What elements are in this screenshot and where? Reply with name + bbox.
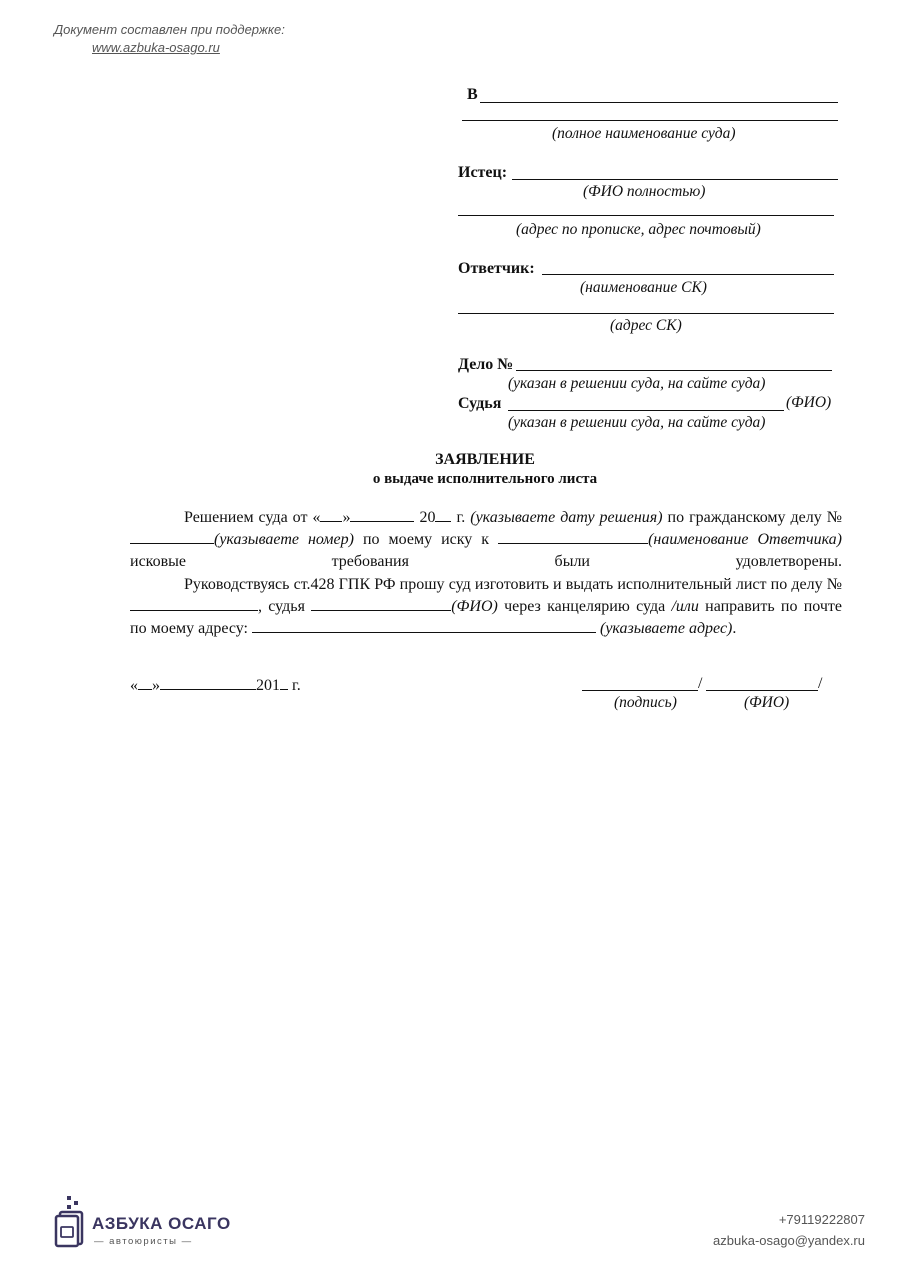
date-year: 201 [256,677,280,694]
address-caption: (адрес по прописке, адрес почтовый) [516,221,761,238]
defendant-name-blank [498,529,648,544]
date-quote-open: « [130,677,138,694]
month-blank [350,507,414,522]
brand-tagline: — автоюристы — [94,1236,193,1247]
p1-text-a: Решением суда от « [184,509,321,526]
case-caption: (указан в решении суда, на сайте суда) [508,375,766,392]
court-line-1 [480,102,838,103]
address-line [458,215,834,216]
p1-text-b: » [342,509,351,526]
date-day-blank [138,675,152,690]
book-icon [54,1196,90,1248]
signature-slash-2: / [818,675,823,692]
plaintiff-line [512,179,838,180]
defendant-line [542,274,834,275]
date-g: г. [288,677,301,694]
p2-case-blank [130,596,258,611]
p2-end: . [732,620,737,637]
p2-text-c: через канцелярию суда [497,598,672,615]
defendant-address-caption: (адрес СК) [610,317,682,334]
p2-or: /или [671,598,699,615]
fio-caption: (ФИО) [744,694,790,711]
brand-logo [54,1196,231,1252]
judge-caption: (указан в решении суда, на сайте суда) [508,414,766,431]
case-label: Дело № [458,356,514,373]
watermark-line1: Документ составлен при поддержке: [54,22,285,37]
hint-address: (указываете адрес) [599,620,733,637]
p2-text-d: направить по почте по моему адресу: [130,598,843,637]
p1-text-g: исковые требования были удовлетворены. [130,553,842,570]
day-blank [320,507,342,522]
hint-fio: (ФИО) [451,598,498,615]
defendant-address-line [458,313,834,314]
contact-email[interactable]: azbuka-osago@yandex.ru [713,1233,865,1248]
plaintiff-label: Истец: [458,164,508,181]
document-title: ЗАЯВЛЕНИЕ [435,451,535,468]
contact-phone[interactable]: +79119222807 [778,1212,865,1227]
court-caption: (полное наименование суда) [552,125,736,142]
case-number-blank [130,529,214,544]
to-court-label: В [467,86,478,103]
fio-sign-line [706,690,818,691]
date-quote-close: » [152,677,160,694]
defendant-caption: (наименование СК) [580,279,707,296]
brand-name: АЗБУКА ОСАГО [92,1214,231,1233]
judge-line [508,410,784,411]
court-line-2 [462,120,838,121]
p1-text-f: по моему иску к [353,531,499,548]
paragraph-decision [130,507,842,640]
address-blank [252,618,596,633]
signature-slash-1: / [698,675,703,692]
hint-date: (указываете дату решения) [470,509,663,526]
p2-judge-blank [311,596,451,611]
hint-number: (указываете номер) [214,531,354,548]
judge-fio-caption: (ФИО) [786,394,832,411]
defendant-label: Ответчик: [458,260,535,277]
date-year-blank [280,675,288,690]
document-subtitle: о выдаче исполнительного листа [372,471,598,487]
date-month-blank [160,675,256,690]
p2-text-b: , судья [258,598,312,615]
year-blank [435,507,451,522]
date-line [130,675,301,695]
hint-defendant-name: (наименование Ответчика) [648,531,843,548]
plaintiff-caption: (ФИО полностью) [583,183,706,200]
p1-year: 20 [419,509,436,526]
watermark-link[interactable]: www.azbuka-osago.ru [92,40,220,55]
judge-label: Судья [458,395,502,412]
p1-text-e: по гражданскому делу № [662,509,843,526]
signature-line [582,690,698,691]
p2-text-a: Руководствуясь ст.428 ГПК РФ прошу суд изготовить и выдать исполнительный лист по делу № [184,576,842,593]
p1-text-d: г. [451,509,466,526]
signature-caption: (подпись) [614,694,677,711]
case-line [516,370,832,371]
